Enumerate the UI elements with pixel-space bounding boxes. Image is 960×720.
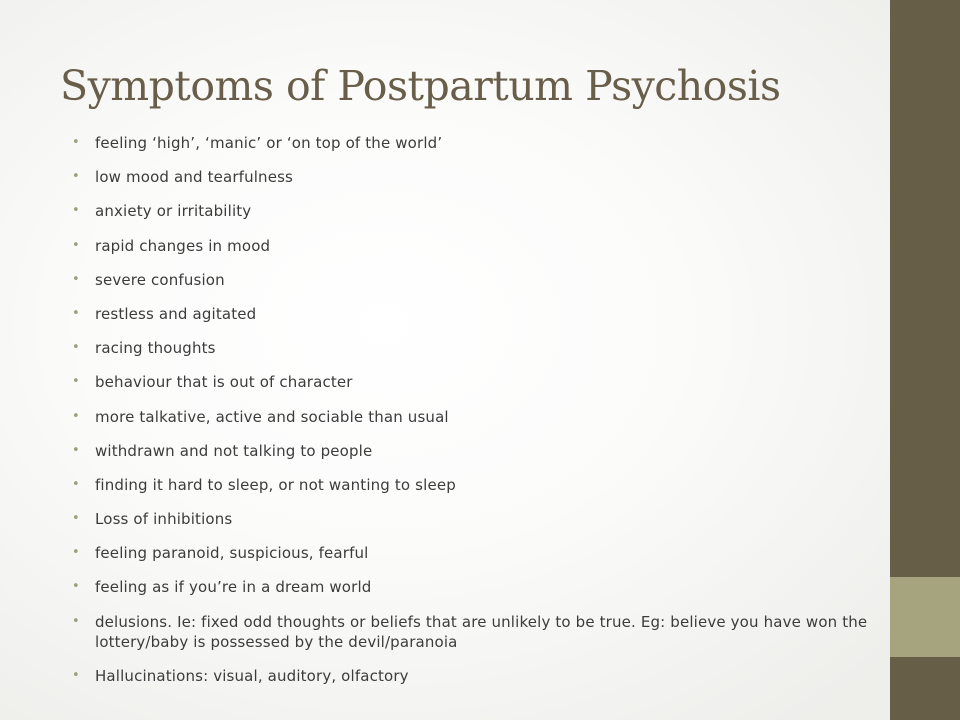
list-item: [72, 509, 902, 530]
list-item: [72, 201, 902, 222]
bullet-icon: •: [72, 545, 80, 561]
list-item-text: finding it hard to sleep, or not wanting to sleep: [95, 475, 456, 494]
list-item: [72, 577, 902, 598]
symptom-list: [72, 133, 902, 700]
list-item: [72, 167, 902, 188]
list-item: [72, 236, 902, 257]
bullet-icon: •: [72, 511, 80, 527]
list-item-text: feeling paranoid, suspicious, fearful: [95, 544, 369, 563]
bullet-icon: •: [72, 613, 80, 629]
list-item: [72, 133, 902, 154]
list-item: [72, 475, 902, 496]
list-item-text: more talkative, active and sociable than usual: [95, 407, 449, 426]
bullet-icon: •: [72, 340, 80, 356]
bullet-icon: •: [72, 579, 80, 595]
bullet-icon: •: [72, 408, 80, 424]
list-item-text: feeling as if you’re in a dream world: [95, 578, 372, 597]
list-item: [72, 407, 902, 428]
bullet-icon: •: [72, 169, 80, 185]
list-item-text: feeling ‘high’, ‘manic’ or ‘on top of the world’: [95, 134, 443, 152]
bullet-icon: •: [72, 374, 80, 390]
list-item-text: Hallucinations: visual, auditory, olfactory: [95, 666, 409, 685]
bullet-icon: •: [72, 271, 80, 287]
list-item-text: severe confusion: [95, 270, 225, 289]
list-item-text: behaviour that is out of character: [95, 373, 353, 392]
list-item: [72, 338, 902, 359]
list-item-text: rapid changes in mood: [95, 236, 271, 255]
list-item-text: withdrawn and not talking to people: [95, 441, 373, 460]
bullet-icon: •: [72, 135, 80, 150]
slide-title: Symptoms of Postpartum Psychosis: [60, 62, 781, 110]
bullet-icon: •: [72, 442, 80, 458]
list-item-text: racing thoughts: [95, 339, 216, 358]
list-item: [72, 441, 902, 462]
list-item: [72, 270, 902, 291]
list-item-text: Loss of inhibitions: [95, 510, 233, 529]
bullet-icon: •: [72, 476, 80, 492]
list-item: [72, 612, 902, 653]
bullet-icon: •: [72, 667, 80, 683]
bullet-icon: •: [72, 237, 80, 253]
list-item-text: restless and agitated: [95, 304, 257, 323]
list-item: [72, 372, 902, 393]
list-item: [72, 666, 902, 687]
list-item: [72, 304, 902, 325]
bullet-icon: •: [72, 305, 80, 321]
list-item-text: low mood and tearfulness: [95, 168, 294, 187]
list-item-text: anxiety or irritability: [95, 202, 252, 221]
list-item-text: delusions. Ie: fixed odd thoughts or beliefs that are unlikely to be true. Eg: believe you have won the lottery/baby is possessed by the devil/paranoia: [95, 612, 868, 652]
bullet-icon: •: [72, 203, 80, 219]
list-item: [72, 543, 902, 564]
